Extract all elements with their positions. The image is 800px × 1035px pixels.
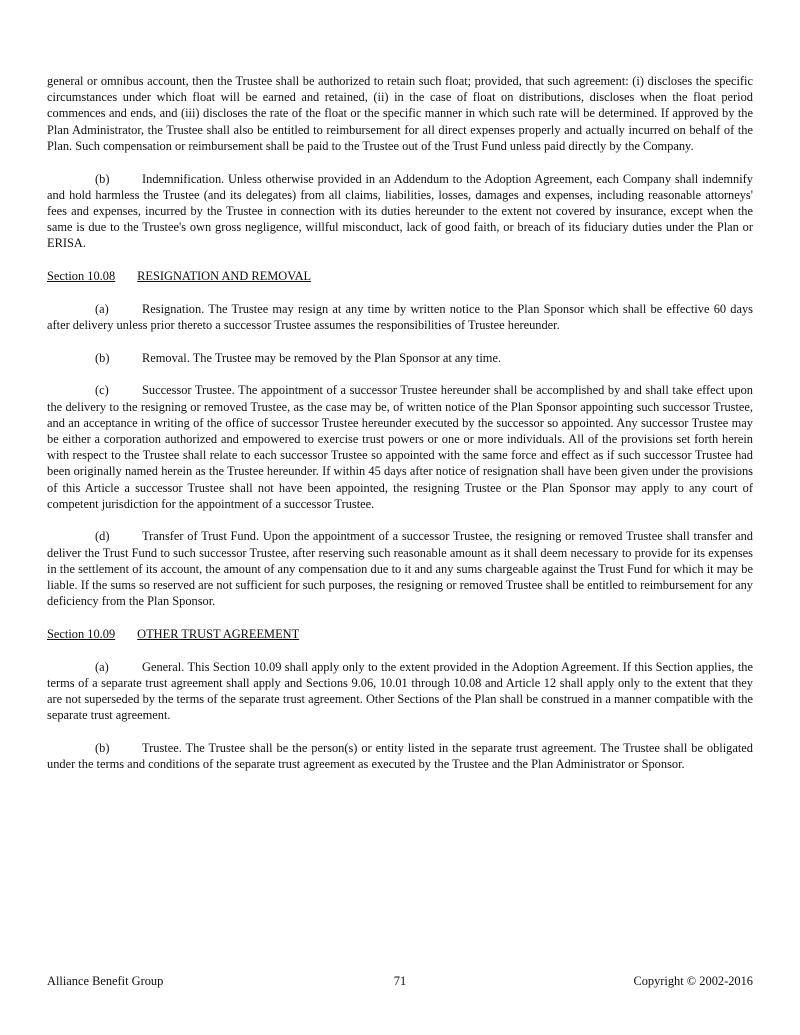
paragraph-general <box>47 659 753 724</box>
document-page <box>47 73 753 789</box>
item-marker: (d) <box>95 529 110 544</box>
item-marker: (b) <box>95 350 110 365</box>
paragraph-successor-trustee <box>47 382 753 512</box>
page-footer <box>47 973 753 991</box>
section-title: RESIGNATION AND REMOVAL <box>137 269 312 284</box>
footer-copyright: Copyright © 2002-2016 <box>633 974 753 988</box>
section-number: Section 10.09 <box>47 626 116 641</box>
item-marker: (b) <box>95 171 110 186</box>
indemnification-text: Indemnification. Unless otherwise provided in an Addendum to the Adoption Agreement, each Company shall indemnify and hold harmless the Trustee (and its delegates) from all claims, liabilities, losses, damages and expenses, including reasonable attorneys' fees and expenses, incurred by the Trustee in connection with its duties hereunder to the extent not covered by insurance, except when the same is due to the Trustee's own gross negligence, willful misconduct, lack of good faith, or breach of its fiduciary duties under the Plan or ERISA. <box>47 171 753 251</box>
section-number: Section 10.08 <box>47 269 116 284</box>
resignation-text: Resignation. The Trustee may resign at any time by written notice to the Plan Sponsor which shall be effective 60 days after delivery unless prior thereto a successor Trustee assumes the responsibilities of Trustee hereunder. <box>47 301 753 332</box>
paragraph-indemnification <box>47 171 753 252</box>
paragraph-removal <box>47 350 753 366</box>
footer-company: Alliance Benefit Group <box>47 974 164 988</box>
section-title: OTHER TRUST AGREEMENT <box>137 626 300 641</box>
paragraph-trustee <box>47 740 753 772</box>
page-number: 71 <box>393 974 407 988</box>
trustee-text: Trustee. The Trustee shall be the person(s) or entity listed in the separate trust agreement. The Trustee shall be obligated under the terms and conditions of the separate trust agreement as executed by the Trustee and the Plan Administrator or Sponsor. <box>47 741 753 772</box>
section-heading-10-08 <box>47 268 753 284</box>
transfer-trust-fund-text: Transfer of Trust Fund. Upon the appointment of a successor Trustee, the resigning or removed Trustee shall transfer and deliver the Trust Fund to such successor Trustee, after reserving such reasonable amount as it shall deem necessary to provide for its expenses in the settlement of its account, the amount of any compensation due to it and any sums chargeable against the Trust Fund for which it may be liable. If the sums so reserved are not sufficient for such purposes, the resigning or removed Trustee shall be entitled to reimbursement for any deficiency from the Plan Sponsor. <box>47 529 753 609</box>
item-marker: (b) <box>95 741 110 755</box>
item-marker: (a) <box>95 659 109 674</box>
paragraph-transfer-trust-fund <box>47 528 753 609</box>
paragraph-resignation <box>47 301 753 333</box>
general-text: General. This Section 10.09 shall apply only to the extent provided in the Adoption Agreement. If this Section applies, the terms of a separate trust agreement shall apply and Sections 9.06, 10.01 through 10.08 and Article 12 shall apply only to the extent that they are not superseded by the terms of the separate trust agreement. Other Sections of the Plan shall be construed in a manner compatible with the separate trust agreement. <box>47 659 753 723</box>
section-heading-10-09 <box>47 626 753 642</box>
paragraph-float-compensation: general or omnibus account, then the Trustee shall be authorized to retain such float; provided, that such agreement: (i) discloses the specific circumstances under which float will be earned and retained, (ii) in the case of float on distributions, discloses when the float period commences and ends, and (iii) discloses the rate of the float or the specific manner in which such rate will be determined. If approved by the Plan Administrator, the Trustee shall also be entitled to reimbursement for all direct expenses properly and actually incurred on behalf of the Plan. Such compensation or reimbursement shall be paid to the Trustee out of the Trust Fund unless paid directly by the Company. <box>47 74 753 153</box>
removal-text: Removal. The Trustee may be removed by the Plan Sponsor at any time. <box>142 350 502 365</box>
item-marker: (c) <box>95 383 109 398</box>
successor-trustee-text: Successor Trustee. The appointment of a successor Trustee hereunder shall be accomplished by and shall take effect upon the delivery to the resigning or removed Trustee, as the case may be, of written notice of the Plan Sponsor appointing such successor Trustee, and an acceptance in writing of the office of successor Trustee hereunder executed by the successor so appointed. Any successor Trustee may be either a corporation authorized and empowered to exercise trust powers or one or more individuals. All of the provisions set forth herein with respect to the Trustee shall relate to each successor Trustee so appointed with the same force and effect as if such successor Trustee had been originally named herein as the Trustee hereunder. If within 45 days after notice of resignation shall have been given under the provisions of this Article a successor Trustee shall not have been appointed, the resigning Trustee or the Plan Sponsor may apply to any court of competent jurisdiction for the appointment of a successor Trustee. <box>47 383 753 511</box>
item-marker: (a) <box>95 301 109 316</box>
